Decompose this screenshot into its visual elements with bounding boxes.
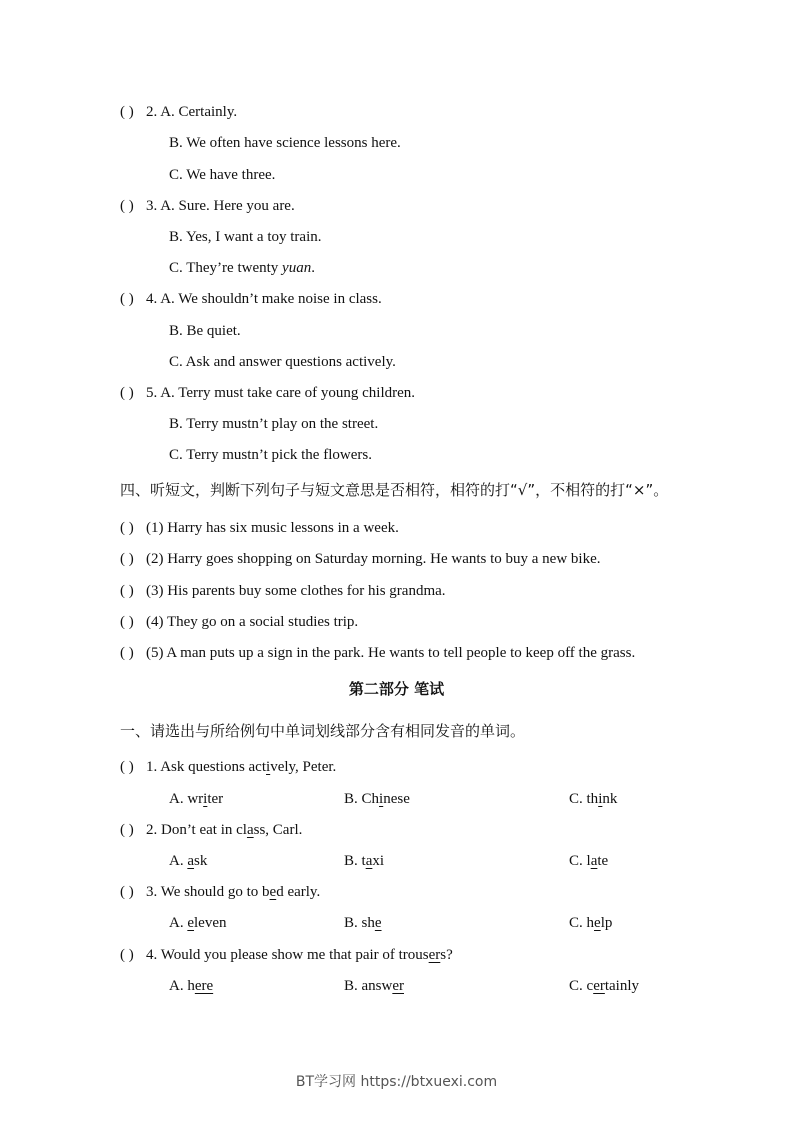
option-label: A.: [169, 791, 188, 807]
answer-blank[interactable]: ( ): [120, 291, 134, 307]
word-part: leven: [194, 915, 227, 931]
true-false-item: [120, 519, 399, 537]
answer-blank[interactable]: ( ): [120, 551, 134, 567]
underlined-letters: i: [598, 791, 603, 807]
part-2-title: 第二部分 笔试: [348, 680, 445, 698]
true-false-item: [120, 644, 635, 662]
question-number: 4.: [146, 947, 158, 963]
option-label: B.: [344, 791, 362, 807]
option-c: [569, 852, 608, 870]
option-a: A. Terry must take care of young children.: [160, 385, 416, 401]
sentence-text: Ask questions act: [160, 759, 267, 775]
underlined-letters: er: [593, 978, 605, 994]
underlined-letters: er: [392, 978, 404, 994]
word-part: sh: [361, 915, 375, 931]
option-b: [344, 790, 410, 808]
question-number: 3.: [146, 884, 158, 900]
option-c: C. Terry mustn’t pick the flowers.: [169, 447, 372, 463]
option-a: A. Certainly.: [160, 104, 238, 120]
word-part: l: [586, 853, 591, 869]
question-number: 2.: [146, 104, 158, 120]
option-label: B.: [344, 853, 362, 869]
underlined-letters: i: [379, 791, 384, 807]
sentence-text: We should go to b: [160, 884, 270, 900]
sentence-text: Don’t eat in cl: [161, 822, 247, 838]
part-2-section-1-heading: 一、请选出与所给例句中单词划线部分含有相同发音的单词。: [120, 722, 526, 740]
answer-blank[interactable]: ( ): [120, 884, 134, 900]
true-false-item: [120, 550, 601, 568]
answer-blank[interactable]: ( ): [120, 385, 134, 401]
answer-blank[interactable]: ( ): [120, 614, 134, 630]
answer-blank[interactable]: ( ): [120, 822, 134, 838]
answer-blank[interactable]: ( ): [120, 198, 134, 214]
option-a: A. Sure. Here you are.: [160, 198, 295, 214]
option-label: A.: [169, 853, 188, 869]
statement-text: (2) Harry goes shopping on Saturday morning. He wants to buy a new bike.: [146, 551, 601, 567]
question-number: 2.: [146, 822, 158, 838]
option-label: C.: [569, 853, 587, 869]
option-label: C.: [569, 915, 587, 931]
option-c: C. Ask and answer questions actively.: [169, 354, 396, 370]
option-c-period: .: [311, 260, 315, 276]
option-label: A.: [169, 978, 188, 994]
underlined-letters: e: [594, 915, 601, 931]
option-a: [169, 790, 223, 808]
underlined-letters: ere: [194, 978, 214, 994]
option-label: B.: [344, 978, 362, 994]
underlined-letters: i: [266, 759, 271, 775]
option-label: C.: [569, 791, 587, 807]
sentence-text: Would you please show me that pair of trous: [160, 947, 429, 963]
option-a: [169, 977, 213, 995]
sentence-text: d early.: [276, 884, 321, 900]
word-part: tainly: [604, 978, 640, 994]
true-false-item: [120, 613, 358, 631]
word-part: nk: [602, 791, 618, 807]
underlined-letters: e: [374, 915, 382, 931]
answer-blank[interactable]: ( ): [120, 520, 134, 536]
option-a: [169, 852, 207, 870]
sentence-text: s?: [440, 947, 453, 963]
word-part: sk: [194, 853, 208, 869]
word-part: xi: [372, 853, 385, 869]
word-part: th: [586, 791, 599, 807]
underlined-letters: a: [365, 853, 373, 869]
word-part: h: [586, 915, 595, 931]
option-c: [169, 259, 315, 277]
word-part: wr: [187, 791, 204, 807]
option-a: A. We shouldn’t make noise in class.: [160, 291, 382, 307]
option-c: [569, 977, 639, 995]
statement-text: (1) Harry has six music lessons in a week.: [146, 520, 399, 536]
statement-text: (5) A man puts up a sign in the park. He wants to tell people to keep off the grass.: [146, 645, 636, 661]
underlined-letters: a: [590, 853, 598, 869]
option-a: [169, 914, 227, 932]
option-c-text: C. They’re twenty: [169, 260, 283, 276]
option-b: B. Yes, I want a toy train.: [169, 229, 322, 245]
underlined-letters: a: [246, 822, 254, 838]
question-number: 3.: [146, 198, 158, 214]
option-label: B.: [344, 915, 362, 931]
underlined-letters: e: [187, 915, 195, 931]
underlined-letters: i: [203, 791, 208, 807]
option-b: [344, 977, 404, 995]
option-c: [569, 790, 617, 808]
word-part: h: [187, 978, 195, 994]
option-label: C.: [569, 978, 587, 994]
option-c-italic-word: yuan: [282, 260, 312, 276]
sentence-text: vely, Peter.: [270, 759, 337, 775]
statement-text: (4) They go on a social studies trip.: [146, 614, 359, 630]
option-c: [569, 914, 612, 932]
answer-blank[interactable]: ( ): [120, 104, 134, 120]
underlined-letters: e: [269, 884, 277, 900]
section-4-heading: 四、听短文，判断下列句子与短文意思是否相符，相符的打“√”，不相符的打“×”。: [120, 481, 669, 499]
answer-blank[interactable]: ( ): [120, 645, 134, 661]
option-b: B. We often have science lessons here.: [169, 135, 401, 151]
option-b: B. Terry mustn’t play on the street.: [169, 416, 379, 432]
sentence-text: ss, Carl.: [253, 822, 303, 838]
word-part: te: [597, 853, 609, 869]
word-part: answ: [361, 978, 393, 994]
true-false-item: [120, 582, 446, 600]
question-number: 1.: [146, 759, 158, 775]
statement-text: (3) His parents buy some clothes for his grandma.: [146, 583, 446, 599]
question-number: 4.: [146, 291, 158, 307]
word-part: nese: [383, 791, 410, 807]
word-part: c: [586, 978, 594, 994]
underlined-letters: a: [187, 853, 195, 869]
option-label: A.: [169, 915, 188, 931]
answer-blank[interactable]: ( ): [120, 759, 134, 775]
question-number: 5.: [146, 385, 158, 401]
underlined-letters: er: [428, 947, 441, 963]
word-part: lp: [600, 915, 613, 931]
option-b: [344, 914, 382, 932]
word-part: t: [361, 853, 366, 869]
option-c: C. We have three.: [169, 167, 276, 183]
option-b: [344, 852, 384, 870]
answer-blank[interactable]: ( ): [120, 947, 134, 963]
answer-blank[interactable]: ( ): [120, 583, 134, 599]
word-part: ter: [207, 791, 224, 807]
option-b: B. Be quiet.: [169, 323, 241, 339]
word-part: Ch: [361, 791, 380, 807]
footer-watermark: BT学习网 https://btxuexi.com: [295, 1074, 498, 1090]
